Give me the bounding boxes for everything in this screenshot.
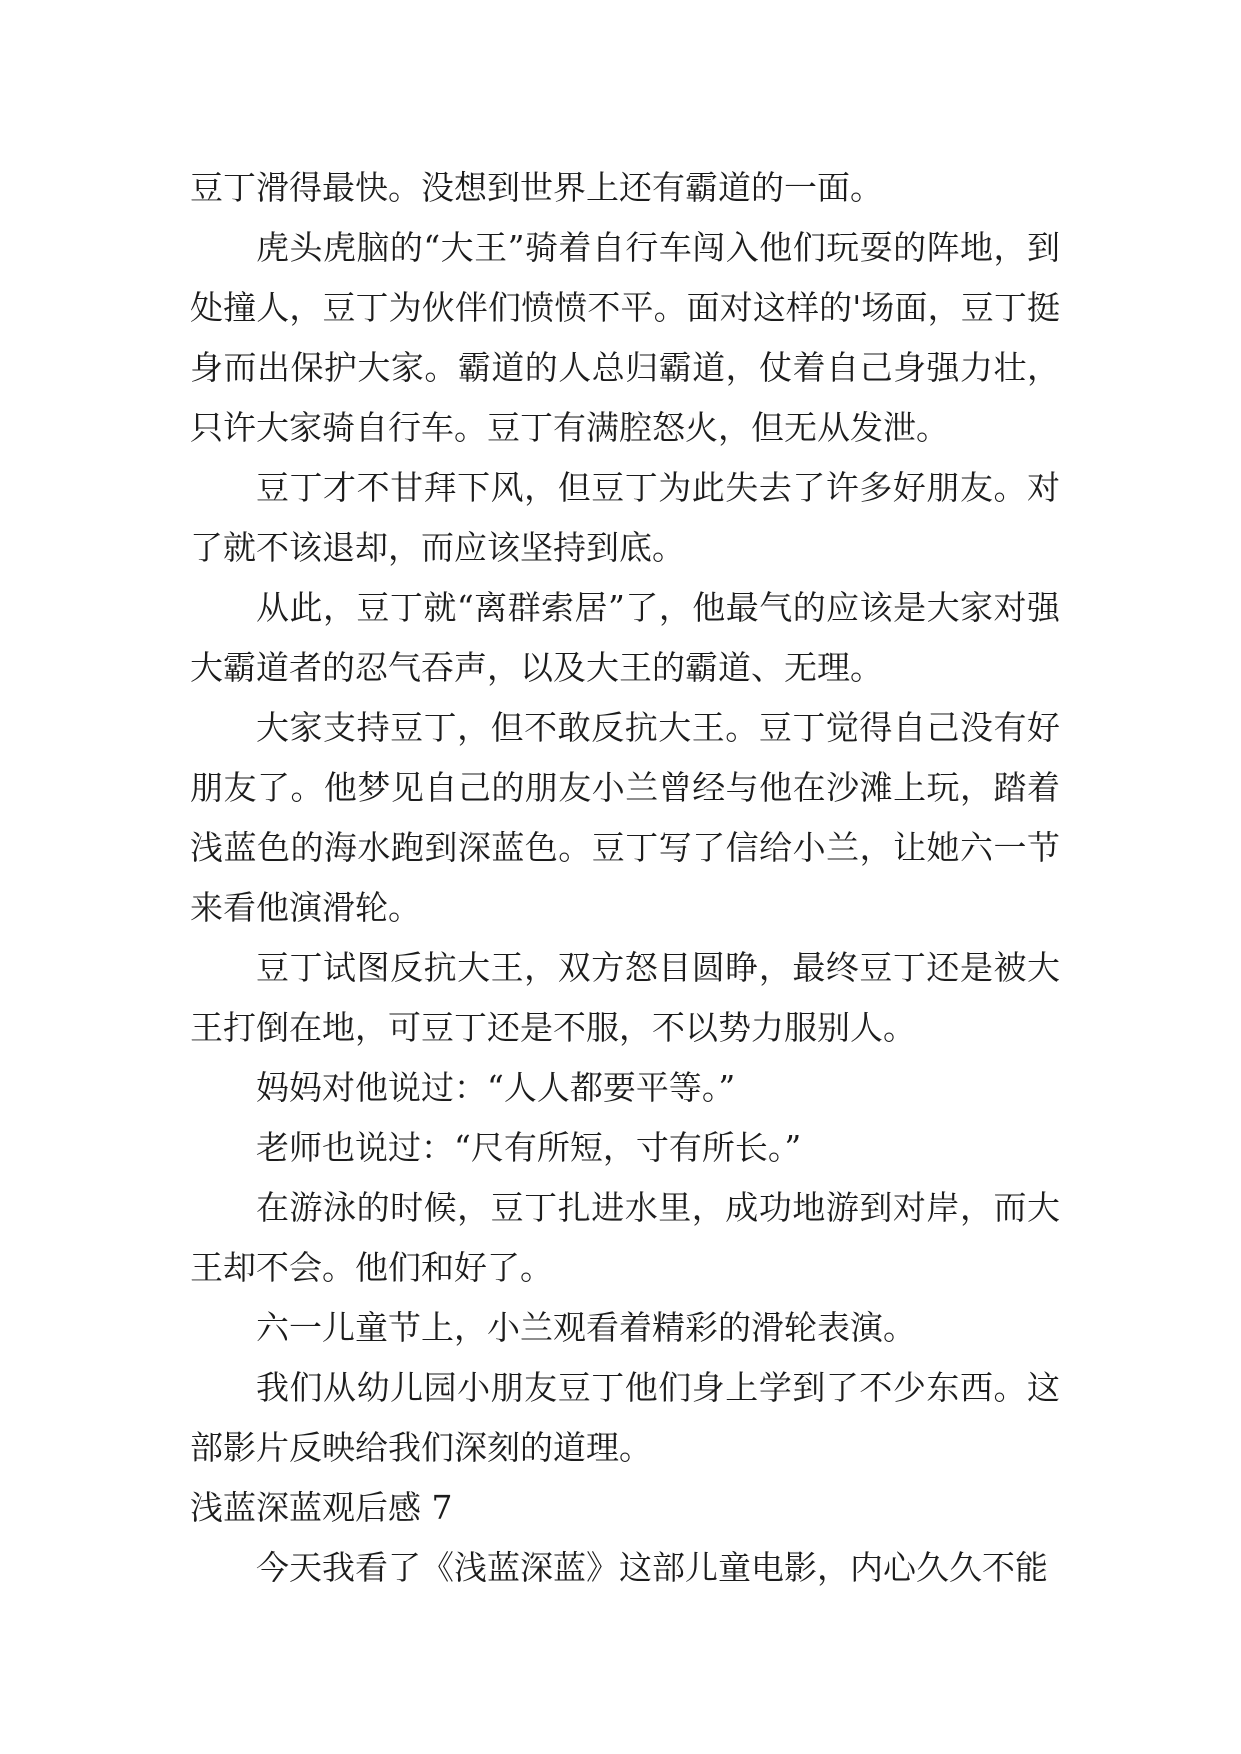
paragraph-12: 今天我看了《浅蓝深蓝》这部儿童电影，内心久久不能 [256,1548,1048,1587]
paragraph-6: 豆丁试图反抗大王，双方怒目圆睁，最终豆丁还是被大王打倒在地，可豆丁还是不服，不以势力服别人。 [190,948,1060,1047]
paragraph-10: 六一儿童节上，小兰观看着精彩的滑轮表演。 [256,1308,916,1347]
paragraph-5: 大家支持豆丁，但不敢反抗大王。豆丁觉得自己没有好朋友了。他梦见自己的朋友小兰曾经与他在沙滩上玩，踏着浅蓝色的海水跑到深蓝色。豆丁写了信给小兰，让她六一节来看他演滑轮。 [190,708,1060,927]
paragraph-4: 从此，豆丁就“离群索居”了，他最气的应该是大家对强大霸道者的忍气吞声，以及大王的霸道、无理。 [190,588,1060,687]
paragraph-9: 在游泳的时候，豆丁扎进水里，成功地游到对岸，而大王却不会。他们和好了。 [190,1188,1060,1287]
paragraph-1: 豆丁滑得最快。没想到世界上还有霸道的一面。 [190,168,883,207]
paragraph-8: 老师也说过：“尺有所短，寸有所长。” [256,1128,802,1167]
document-body [190,158,1060,1598]
section-heading: 浅蓝深蓝观后感 7 [190,1488,453,1527]
paragraph-11: 我们从幼儿园小朋友豆丁他们身上学到了不少东西。这部影片反映给我们深刻的道理。 [190,1368,1060,1467]
paragraph-7: 妈妈对他说过：“人人都要平等。” [256,1068,736,1107]
paragraph-3: 豆丁才不甘拜下风，但豆丁为此失去了许多好朋友。对了就不该退却，而应该坚持到底。 [190,468,1060,567]
paragraph-2: 虎头虎脑的“大王”骑着自行车闯入他们玩耍的阵地，到处撞人，豆丁为伙伴们愤愤不平。面对这样的'场面，豆丁挺身而出保护大家。霸道的人总归霸道，仗着自己身强力壮，只许大家骑自行车。豆丁有满腔怒火，但无从发泄。 [190,228,1060,447]
